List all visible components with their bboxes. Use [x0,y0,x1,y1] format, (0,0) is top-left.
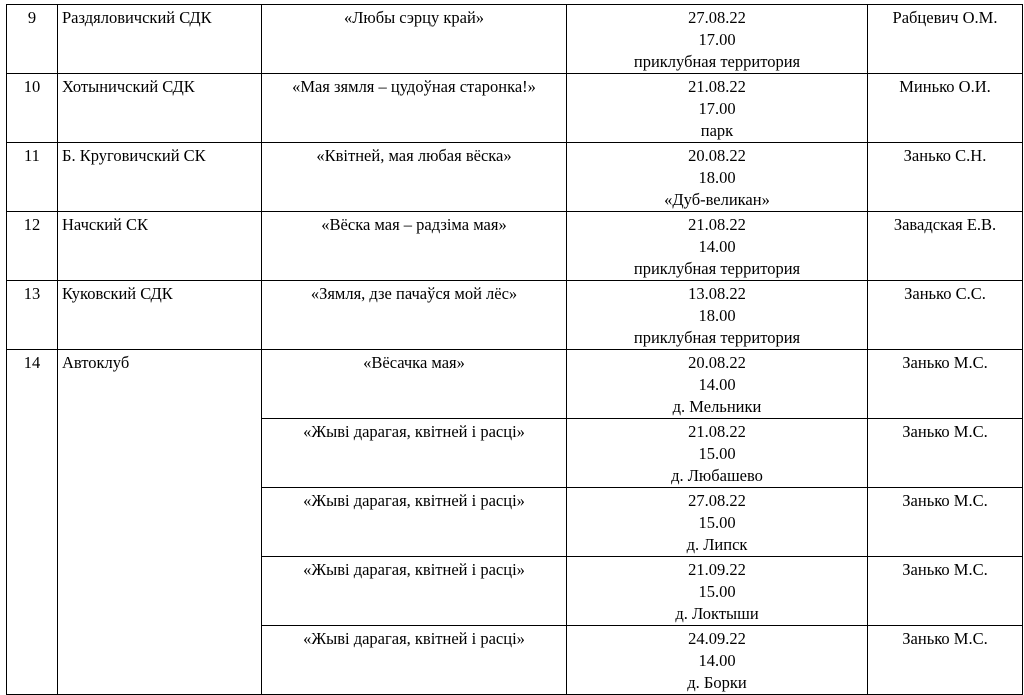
event-title: «Любы сэрцу край» [262,5,567,74]
event-date-time-place [567,143,868,212]
event-place: д. Локтыши [675,604,759,623]
events-table [6,4,1023,695]
event-title: «Вёска мая – радзіма мая» [262,212,567,281]
event-date: 21.08.22 [688,215,746,234]
responsible-person: Занько С.С. [868,281,1023,350]
event-title: «Жыві дарагая, квітней і расці» [262,419,567,488]
event-place: д. Борки [687,673,747,692]
event-date: 13.08.22 [688,284,746,303]
event-date: 27.08.22 [688,8,746,27]
table-row [7,5,1023,74]
responsible-person: Занько С.Н. [868,143,1023,212]
event-date: 20.08.22 [688,146,746,165]
event-time: 14.00 [698,375,736,394]
event-place: «Дуб-великан» [664,190,770,209]
event-time: 15.00 [698,444,736,463]
event-date-time-place [567,626,868,695]
event-title: «Зямля, дзе пачаўся мой лёс» [262,281,567,350]
event-date: 27.08.22 [688,491,746,510]
event-date: 21.08.22 [688,422,746,441]
event-date-time-place [567,5,868,74]
organization-name: Раздяловичский СДК [58,5,262,74]
event-title: «Жыві дарагая, квітней і расці» [262,626,567,695]
event-date-time-place [567,281,868,350]
event-date: 24.09.22 [688,629,746,648]
event-title: «Квітней, мая любая вёска» [262,143,567,212]
event-time: 15.00 [698,513,736,532]
responsible-person: Занько М.С. [868,419,1023,488]
event-date-time-place [567,488,868,557]
row-number: 14 [7,350,58,695]
event-title: «Жыві дарагая, квітней і расці» [262,488,567,557]
event-time: 14.00 [698,237,736,256]
organization-name: Хотыничский СДК [58,74,262,143]
event-time: 14.00 [698,651,736,670]
table-row [7,143,1023,212]
event-place: парк [700,121,734,140]
organization-name: Куковский СДК [58,281,262,350]
event-place: д. Липск [686,535,748,554]
event-time: 15.00 [698,582,736,601]
responsible-person: Рабцевич О.М. [868,5,1023,74]
event-date: 21.08.22 [688,77,746,96]
event-place: д. Любашево [671,466,763,485]
table-row [7,212,1023,281]
row-number: 12 [7,212,58,281]
table-row [7,350,1023,419]
event-time: 18.00 [698,306,736,325]
responsible-person: Занько М.С. [868,488,1023,557]
event-date-time-place [567,419,868,488]
event-date-time-place [567,74,868,143]
responsible-person: Занько М.С. [868,557,1023,626]
table-row [7,74,1023,143]
responsible-person: Занько М.С. [868,626,1023,695]
organization-name: Начский СК [58,212,262,281]
row-number: 11 [7,143,58,212]
organization-name: Б. Круговичский СК [58,143,262,212]
row-number: 13 [7,281,58,350]
event-title: «Жыві дарагая, квітней і расці» [262,557,567,626]
event-date: 21.09.22 [688,560,746,579]
event-date: 20.08.22 [688,353,746,372]
event-date-time-place [567,350,868,419]
table-row [7,281,1023,350]
event-place: д. Мельники [672,397,762,416]
event-place: приклубная территория [633,259,801,278]
responsible-person: Минько О.И. [868,74,1023,143]
event-time: 17.00 [698,99,736,118]
event-time: 18.00 [698,168,736,187]
event-title: «Вёсачка мая» [262,350,567,419]
row-number: 9 [7,5,58,74]
organization-name: Автоклуб [58,350,262,695]
event-place: приклубная территория [633,52,801,71]
event-date-time-place [567,557,868,626]
event-time: 17.00 [698,30,736,49]
row-number: 10 [7,74,58,143]
event-place: приклубная территория [633,328,801,347]
events-table-body [7,5,1023,695]
responsible-person: Занько М.С. [868,350,1023,419]
event-date-time-place [567,212,868,281]
event-title: «Мая зямля – цудоўная старонка!» [262,74,567,143]
responsible-person: Завадская Е.В. [868,212,1023,281]
